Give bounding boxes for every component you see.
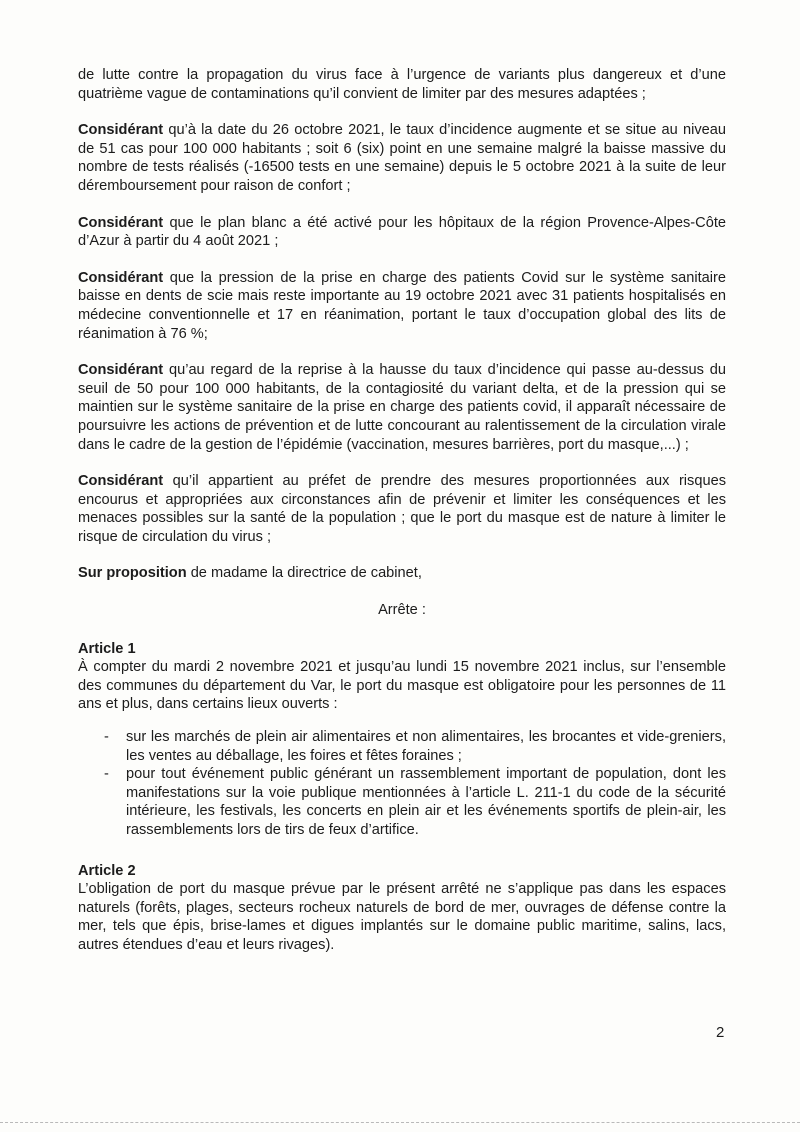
considerant-text: que la pression de la prise en charge des patients Covid sur le système sanitaire baisse en dents de scie mais reste importante au 19 octobre 2021 avec 31 patients hospitalisés en médecine conventionnelle et 17 en réanimation, portant le taux d’occupation global des lits de réanimation à 76 %; <box>78 269 726 342</box>
considerant-paragraph-2 <box>78 214 726 251</box>
article-1-title: Article 1 <box>78 640 136 657</box>
considerant-paragraph-4 <box>78 361 726 454</box>
list-item <box>78 728 726 765</box>
list-item-text: sur les marchés de plein air alimentaires et non alimentaires, les brocantes et vide-greniers, les ventes au déballage, les foires et fêtes foraines ; <box>126 729 726 764</box>
dash-bullet: - <box>104 766 109 783</box>
considerant-text: qu’au regard de la reprise à la hausse du taux d’incidence qui passe au-dessus du seuil de 50 pour 100 000 habitants, de la contagiosité du variant delta, et de la pression qui se maintien sur le système sanitaire de la prise en charge des patients covid, il apparaît nécessaire de poursuivre les actions de prévention et de lutte concourant au ralentissement de la circulation virale dans le cadre de la gestion de l’épidémie (vaccination, mesures barrières, port du masque,...) ; <box>78 362 726 453</box>
considerant-text: qu’il appartient au préfet de prendre des mesures proportionnées aux risques encourus et appropriées aux circonstances afin de prévenir et limiter les conséquences et les menaces possibles sur la santé de la population ; que le port du masque est de nature à limiter le risque de circulation du virus ; <box>78 473 726 545</box>
article-2-body: L’obligation de port du masque prévue par le présent arrêté ne s’applique pas dans les espaces naturels (forêts, plages, secteurs rocheux naturels de bord de mer, ouvrages de défense contre la mer, tels que épis, brise-lames et digues implantés sur le domaine public maritime, salins, lacs, autres étendues d’eau et leurs rivages). <box>78 881 726 953</box>
article-2-title: Article 2 <box>78 862 136 879</box>
list-item-text: pour tout événement public générant un rassemblement important de population, dont les manifestations sur la voie publique mentionnées à l’article L. 211-1 du code de la sécurité intérieure, les festivals, les concerts en plein air et les événements sportifs de plein-air, les rassemblements lors de tirs de feux d’artifice. <box>126 766 726 838</box>
page-bottom-edge <box>0 1122 800 1123</box>
proposition-paragraph <box>78 564 726 583</box>
considerant-paragraph-3 <box>78 269 726 343</box>
considerant-text: qu’à la date du 26 octobre 2021, le taux d’incidence augmente et se situe au niveau de 51 cas pour 100 000 habitants ; soit 6 (six) point en une semaine malgré la baisse massive du nombre de tests réalisés (-16500 tests en une semaine) depuis le 5 octobre 2021 à la suite de leur déremboursement pour raison de confort ; <box>78 122 726 194</box>
dash-bullet: - <box>104 729 109 746</box>
considerant-lead: Considérant <box>78 362 164 379</box>
considerant-text: que le plan blanc a été activé pour les hôpitaux de la région Provence-Alpes-Côte d’Azur à partir du 4 août 2021 ; <box>78 214 726 250</box>
considerant-paragraph-1 <box>78 121 726 195</box>
proposition-lead: Sur proposition <box>78 565 187 582</box>
considerant-lead: Considérant <box>78 473 164 490</box>
intro-paragraph: de lutte contre la propagation du virus face à l’urgence de variants plus dangereux et d’une quatrième vague de contaminations qu’il convient de limiter par des mesures adaptées ; <box>78 67 726 102</box>
considerant-lead: Considérant <box>78 122 164 139</box>
article-1-list <box>78 728 726 840</box>
document-body <box>78 66 726 955</box>
considerant-lead: Considérant <box>78 269 164 286</box>
considerant-paragraph-5 <box>78 472 726 546</box>
article-1-body: À compter du mardi 2 novembre 2021 et jusqu’au lundi 15 novembre 2021 inclus, sur l’ensemble des communes du département du Var, le port du masque est obligatoire pour les personnes de 11 ans et plus, dans certains lieux ouverts : <box>78 659 726 713</box>
page-number: 2 <box>716 1024 725 1041</box>
list-item <box>78 765 726 839</box>
arrete-heading: Arrête : <box>378 602 426 619</box>
considerant-lead: Considérant <box>78 214 164 231</box>
proposition-text: de madame la directrice de cabinet, <box>186 565 422 582</box>
